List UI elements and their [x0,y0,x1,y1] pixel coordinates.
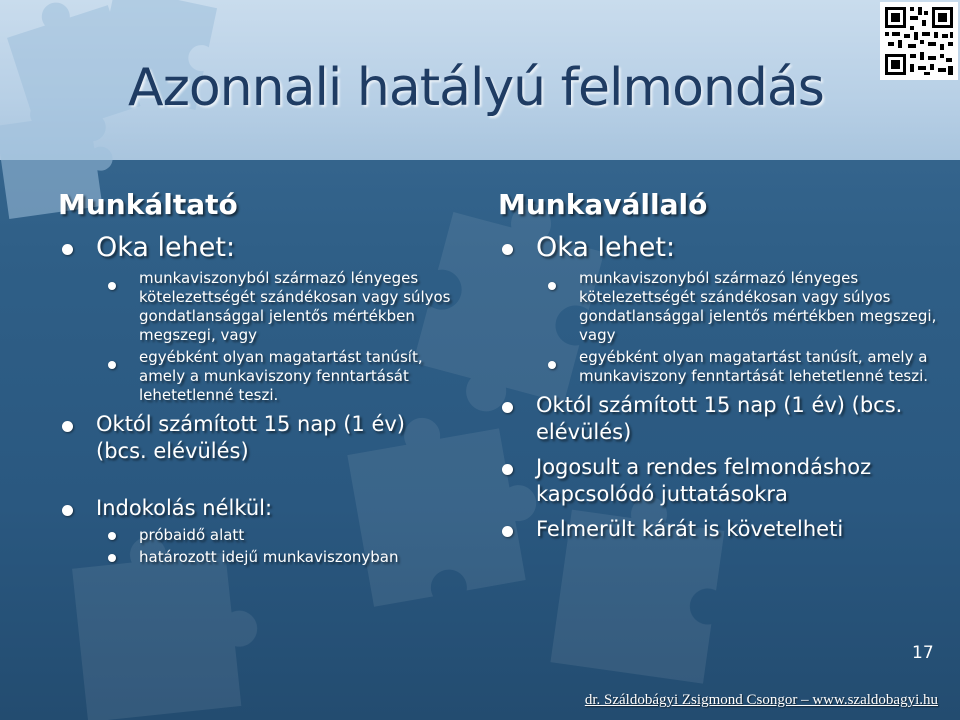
list-item [498,231,938,386]
bullet-icon [62,244,73,255]
sub-list-item-label: próbaidő alatt [139,526,245,544]
sub-list-item [96,348,458,405]
bullet-icon [548,282,556,290]
bullet-icon [502,464,513,475]
sub-list-item [536,269,938,345]
bullet-icon [62,421,73,432]
sub-list [536,269,938,386]
bullet-icon [502,526,513,537]
list-item-label: Indokolás nélkül: [96,496,273,520]
bullet-icon [502,244,513,255]
bullet-icon [548,361,556,369]
employee-list [498,231,938,543]
employer-heading: Munkáltató [58,188,238,221]
list-item [58,411,458,465]
bullet-icon [502,402,513,413]
sub-list-item [96,269,458,345]
list-item [58,495,458,567]
list-item-label: Októl számított 15 nap (1 év) (bcs. elévülés) [536,393,903,444]
employer-column [58,188,458,575]
slide-title: Azonnali hatályú felmondás [128,58,824,118]
sub-list-item-label: egyébként olyan magatartást tanúsít, amely a munkaviszony fenntartását lehetetlenné teszi. [579,348,929,385]
employee-column [498,188,938,551]
sub-list-item-label: munkaviszonyból származó lényeges kötelezettségét szándékosan vagy súlyos gondatlansággal jelentős mértékben megszegi, vagy [579,269,937,344]
qr-code-icon [880,2,958,80]
list-item [498,454,938,508]
bullet-icon [108,361,116,369]
list-item-label: Oka lehet: [96,232,236,263]
sub-list-item-label: határozott idejű munkaviszonyban [139,548,399,566]
bullet-icon [108,554,116,562]
list-item-label: Oka lehet: [536,232,676,263]
sub-list-item [96,548,458,567]
sub-list [96,526,458,567]
bullet-icon [108,282,116,290]
sub-list-item [536,348,938,386]
slide-number: 17 [912,643,934,663]
list-item-label: Felmerült kárát is követelheti [536,517,844,541]
employee-heading: Munkavállaló [498,188,708,221]
bullet-icon [108,532,116,540]
list-item-label: Októl számított 15 nap (1 év) (bcs. elévülés) [96,412,405,463]
sub-list-item [96,526,458,545]
sub-list [96,269,458,405]
employer-list [58,231,458,567]
list-item-label: Jogosult a rendes felmondáshoz kapcsolódó juttatásokra [536,455,872,506]
list-item [498,392,938,446]
footer-credit[interactable]: dr. Száldobágyi Zsigmond Csongor – www.szaldobagyi.hu [584,692,938,708]
list-item [58,231,458,405]
sub-list-item-label: munkaviszonyból származó lényeges kötelezettségét szándékosan vagy súlyos gondatlansággal jelentős mértékben megszegi, vagy [139,269,451,344]
list-item [498,516,938,543]
sub-list-item-label: egyébként olyan magatartást tanúsít, amely a munkaviszony fenntartását lehetetlenné teszi. [139,348,423,404]
bullet-icon [62,505,73,516]
